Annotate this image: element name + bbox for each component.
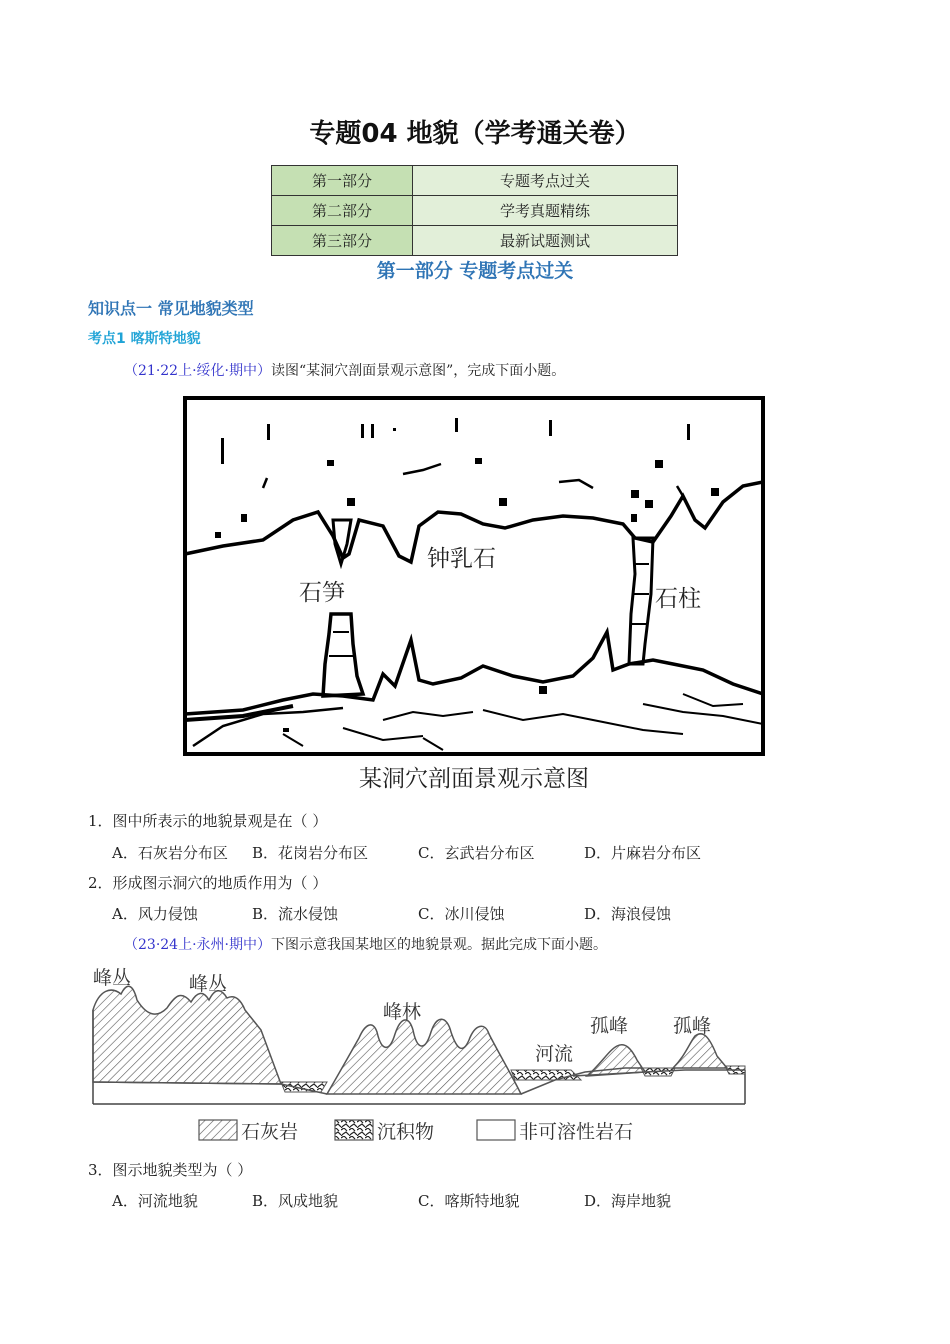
option-a[interactable]: A．河流地貌 [112, 1192, 198, 1210]
parts-table [271, 165, 678, 256]
legend-insoluble-swatch [477, 1120, 515, 1140]
question-source: （21·22上·绥化·期中） [124, 363, 271, 379]
label-peak-forest: 峰林 [383, 1001, 422, 1023]
knowledge-point-heading: 知识点一 常见地貌类型 [88, 299, 254, 318]
question-source: （23·24上·永州·期中） [124, 937, 271, 953]
label-peak-cluster-2: 峰丛 [189, 973, 228, 995]
option-c[interactable]: C．喀斯特地貌 [418, 1192, 520, 1210]
part-content: 学考真题精练 [413, 196, 678, 226]
intro-text: 下图示意我国某地区的地貌景观。据此完成下面小题。 [270, 937, 607, 953]
label-isolated-peak-1: 孤峰 [590, 1015, 629, 1037]
option-b[interactable]: B．风成地貌 [252, 1192, 339, 1210]
table-row [272, 196, 678, 226]
part-label: 第一部分 [272, 166, 413, 196]
label-isolated-peak-2: 孤峰 [673, 1015, 712, 1037]
option-d[interactable]: D．海岸地貌 [584, 1192, 672, 1210]
exam-point-heading: 考点1 喀斯特地貌 [88, 331, 201, 347]
page-title: 专题04 地貌（学考通关卷） [309, 119, 641, 149]
option-b[interactable]: B．花岗岩分布区 [252, 844, 369, 862]
table-row [272, 166, 678, 196]
part-content: 最新试题测试 [413, 226, 678, 256]
label-stalagmite: 石笋 [299, 580, 345, 606]
option-d[interactable]: D．海浪侵蚀 [584, 905, 672, 923]
question-intro-2 [124, 934, 607, 954]
legend-limestone-swatch [199, 1120, 237, 1140]
question-intro-1 [124, 360, 565, 380]
part-label: 第二部分 [272, 196, 413, 226]
option-c[interactable]: C．玄武岩分布区 [418, 844, 535, 862]
option-d[interactable]: D．片麻岩分布区 [584, 844, 702, 862]
part-label: 第三部分 [272, 226, 413, 256]
label-peak-cluster-1: 峰丛 [93, 967, 132, 989]
table-row [272, 226, 678, 256]
label-river: 河流 [535, 1043, 574, 1065]
legend-sediment: 沉积物 [377, 1121, 435, 1143]
label-column: 石柱 [655, 586, 701, 612]
legend-sediment-swatch [335, 1120, 373, 1140]
option-c[interactable]: C．冰川侵蚀 [418, 905, 505, 923]
karst-landform-figure [85, 960, 755, 1150]
option-a[interactable]: A．石灰岩分布区 [112, 844, 228, 862]
option-a[interactable]: A．风力侵蚀 [112, 905, 198, 923]
cave-section-figure [183, 394, 765, 794]
part-content: 专题考点过关 [413, 166, 678, 196]
figure-frame [185, 398, 763, 754]
label-stalactite: 钟乳石 [427, 546, 496, 572]
option-b[interactable]: B．流水侵蚀 [252, 905, 339, 923]
question-stem: 2．形成图示洞穴的地质作用为（ ） [88, 874, 328, 892]
section-title: 第一部分 专题考点过关 [376, 260, 574, 282]
figure-caption: 某洞穴剖面景观示意图 [359, 766, 589, 792]
question-stem: 1．图中所表示的地貌景观是在（ ） [88, 812, 328, 830]
question-stem: 3．图示地貌类型为（ ） [88, 1161, 253, 1179]
legend-insoluble-rock: 非可溶性岩石 [519, 1121, 634, 1143]
legend-limestone: 石灰岩 [241, 1121, 299, 1143]
intro-text: 读图“某洞穴剖面景观示意图”，完成下面小题。 [270, 363, 566, 379]
